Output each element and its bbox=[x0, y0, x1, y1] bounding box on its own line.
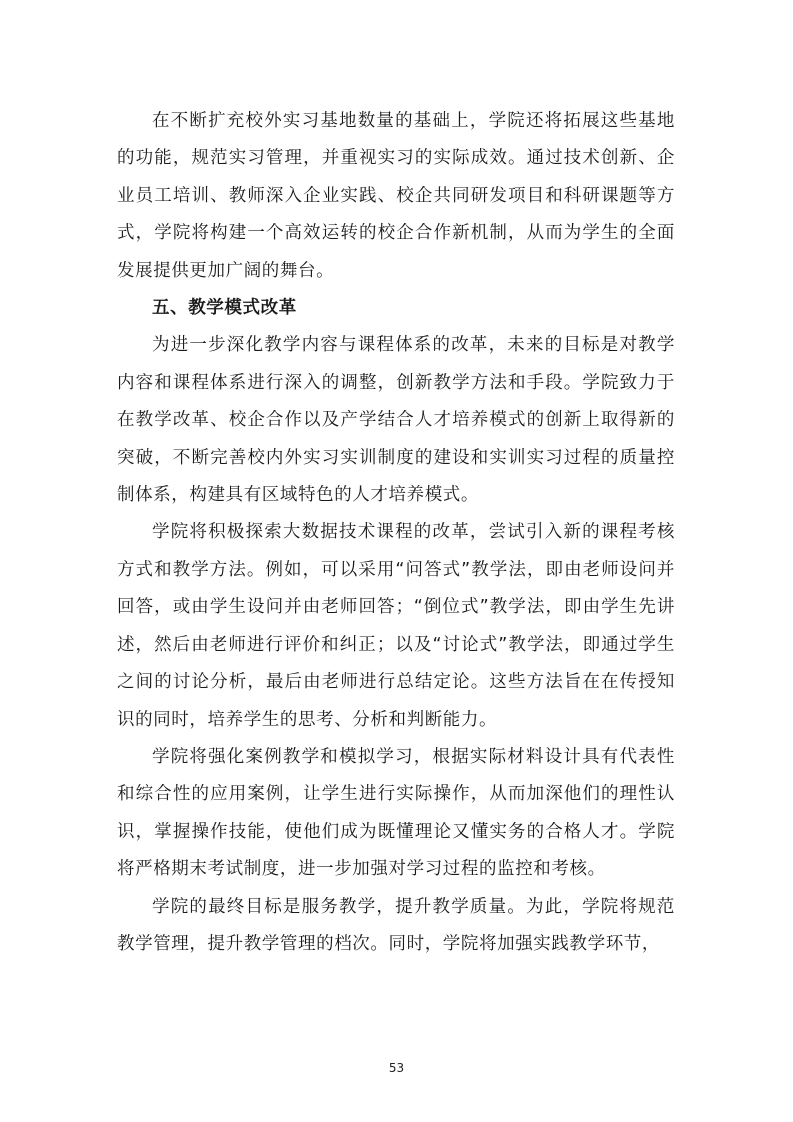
page-body bbox=[117, 103, 675, 963]
paragraph-case-teaching: 学院将强化案例教学和模拟学习，根据实际材料设计具有代表性和综合性的应用案例，让学生进行实际操作，从而加深他们的理性认识，掌握操作技能，使他们成为既懂理论又懂实务的合格人才。学院将严格期末考试制度，进一步加强对学习过程的监控和考核。 bbox=[117, 746, 675, 880]
paragraph-internship-bases: 在不断扩充校外实习基地数量的基础上，学院还将拓展这些基地的功能，规范实习管理，并重视实习的实际成效。通过技术创新、企业员工培训、教师深入企业实践、校企共同研发项目和科研课题等方式，学院将构建一个高效运转的校企合作新机制，从而为学生的全面发展提供更加广阔的舞台。 bbox=[117, 111, 675, 281]
section-heading-teaching-mode-reform: 五、教学模式改革 bbox=[152, 298, 297, 319]
paragraph-teaching-methods: 学院将积极探索大数据技术课程的改革，尝试引入新的课程考核方式和教学方法。例如，可以采用“问答式”教学法，即由老师设问并回答，或由学生设问并由老师回答；“倒位式”教学法，即由学生先讲述，然后由老师进行评价和纠正；以及“讨论式”教学法，即通过学生之间的讨论分析，最后由老师进行总结定论。这些方法旨在在传授知识的同时，培养学生的思考、分析和判断能力。 bbox=[117, 522, 675, 730]
page-number: 53 bbox=[388, 1061, 405, 1075]
paragraph-curriculum-reform: 为进一步深化教学内容与课程体系的改革，未来的目标是对教学内容和课程体系进行深入的调整，创新教学方法和手段。学院致力于在教学改革、校企合作以及产学结合人才培养模式的创新上取得新的突破，不断完善校内外实习实训制度的建设和实训实习过程的质量控制体系，构建具有区域特色的人才培养模式。 bbox=[117, 335, 675, 506]
paragraph-teaching-quality: 学院的最终目标是服务教学，提升教学质量。为此，学院将规范教学管理，提升教学管理的档次。同时，学院将加强实践教学环节， bbox=[117, 896, 675, 954]
